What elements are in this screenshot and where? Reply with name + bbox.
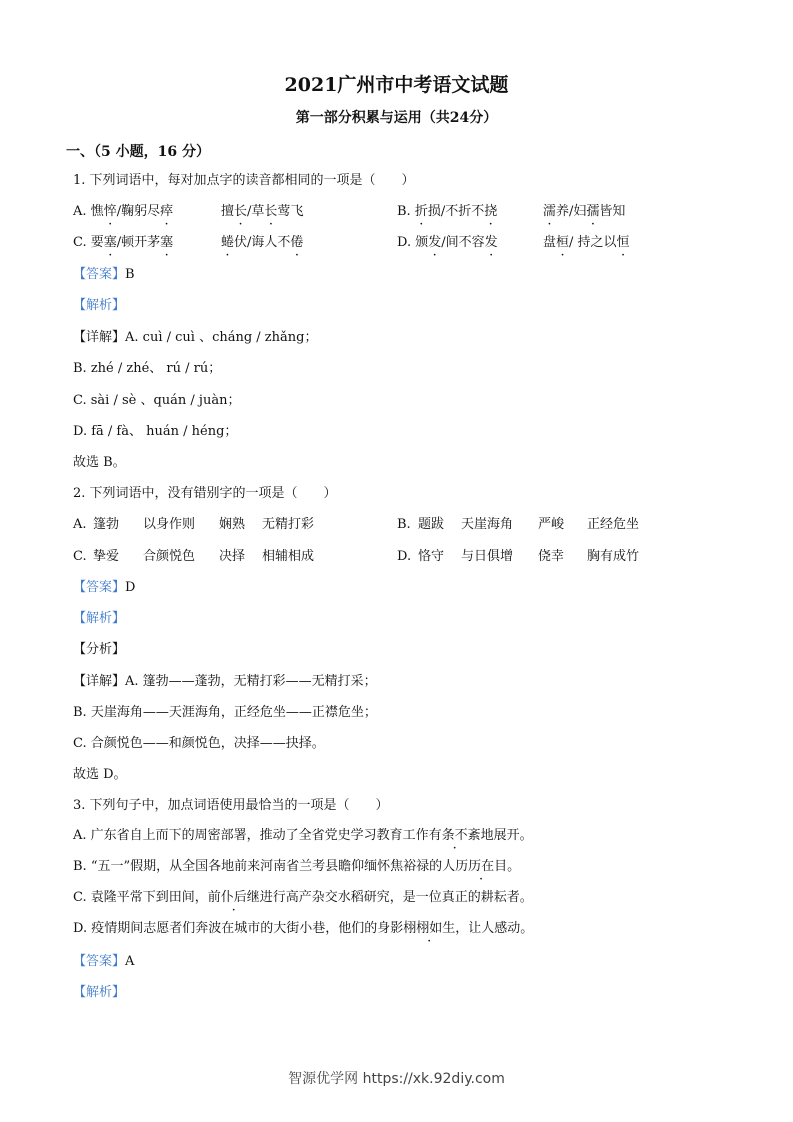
q1-detail-1: 【详解】A. cuì / cuì 、cháng / zhǎng； [73, 330, 318, 345]
q2-answer: 【答案】D [73, 580, 136, 595]
q2-option-c-item: 挚爱 [93, 549, 120, 564]
q3-analysis-tag: 【解析】 [73, 985, 126, 1000]
q2-option-d-item: 侥幸 [538, 549, 565, 564]
question-2-stem: 2. 下列词语中，没有错别字的一项是（ ） [73, 486, 337, 501]
q1-option-b: B. 折损/不折不挠 [397, 204, 498, 219]
q2-analysis-tag: 【解析】 [73, 611, 126, 626]
q2-conclusion: 故选 D。 [73, 767, 127, 782]
q2-option-a-item: 篷勃 [93, 517, 120, 532]
q2-detail-1: 【详解】A. 篷勃——蓬勃，无精打彩——无精打采； [73, 674, 377, 689]
q2-fenxi-tag: 【分析】 [73, 642, 126, 657]
q2-detail-2: B. 天崖海角——天涯海角，正经危坐——正襟危坐； [73, 705, 377, 720]
q2-option-b-label: B. [397, 517, 411, 532]
q1-option-c: C. 要塞/顿开茅塞 [73, 235, 174, 250]
section-heading: 一、（5 小题，16 分） [66, 144, 210, 160]
q2-option-a-label: A. [73, 517, 87, 532]
q2-option-d-item: 恪守 [418, 549, 445, 564]
question-1-stem: 1. 下列词语中，每对加点字的读音都相同的一项是（ ） [73, 173, 415, 188]
q1-detail-2: B. zhé / zhé、 rú / rú； [73, 361, 222, 376]
page-title: 2021广州市中考语文试题 [284, 74, 509, 96]
q1-detail-4: D. fā / fà、 huán / héng； [73, 424, 238, 439]
q1-option-b-word2: 濡养/妇孺皆知 [543, 204, 626, 219]
q2-option-b-item: 天崖海角 [461, 517, 514, 532]
q1-option-a-word2: 擅长/草长莺飞 [221, 204, 304, 219]
q2-option-c-item: 相辅相成 [262, 549, 315, 564]
q2-option-a-item: 无精打彩 [262, 517, 315, 532]
q1-option-c-word2: 蜷伏/诲人不倦 [221, 235, 304, 250]
q1-analysis-tag: 【解析】 [73, 298, 126, 313]
q2-option-a-item: 娴熟 [219, 517, 246, 532]
q2-option-a-item: 以身作则 [143, 517, 196, 532]
q3-option-d: D. 疫情期间志愿者们奔波在城市的大街小巷，他们的身影栩栩如生，让人感动。 [73, 921, 534, 936]
q2-option-d-label: D. [397, 549, 412, 564]
q2-option-b-item: 严峻 [538, 517, 565, 532]
question-3-stem: 3. 下列句子中，加点词语使用最恰当的一项是（ ） [73, 798, 389, 813]
q2-option-b-item: 题跋 [418, 517, 445, 532]
q2-option-c-item: 合颜悦色 [143, 549, 196, 564]
q2-option-d-item: 与日俱增 [461, 549, 514, 564]
q1-conclusion: 故选 B。 [73, 455, 126, 470]
q3-option-a: A. 广东省自上而下的周密部署，推动了全省党史学习教育工作有条不紊地展开。 [73, 828, 533, 843]
footer-watermark: 智源优学网 https://xk.92diy.com [288, 1071, 505, 1087]
q3-option-b: B. “五一”假期，从全国各地前来河南省兰考县瞻仰缅怀焦裕禄的人历历在目。 [73, 859, 521, 874]
q2-option-b-item: 正经危坐 [587, 517, 640, 532]
q3-option-c: C. 袁隆平常下到田间，前仆后继进行高产杂交水稻研究，是一位真正的耕耘者。 [73, 890, 533, 905]
q2-option-d-item: 胸有成竹 [587, 549, 640, 564]
page-subtitle: 第一部分积累与运用（共24分） [295, 110, 498, 126]
q1-option-d: D. 颁发/间不容发 [397, 235, 498, 250]
q3-answer: 【答案】A [73, 954, 135, 969]
q1-option-d-word2: 盘桓/ 持之以恒 [543, 235, 630, 250]
q2-option-c-item: 决择 [219, 549, 246, 564]
q1-detail-3: C. sài / sè 、quán / juàn； [73, 393, 241, 408]
q2-detail-3: C. 合颜悦色——和颜悦色，决择——抉择。 [73, 736, 325, 751]
q1-option-a: A. 憔悴/鞠躬尽瘁 [73, 204, 174, 219]
q2-option-c-label: C. [73, 549, 87, 564]
q1-answer: 【答案】B [73, 267, 135, 282]
